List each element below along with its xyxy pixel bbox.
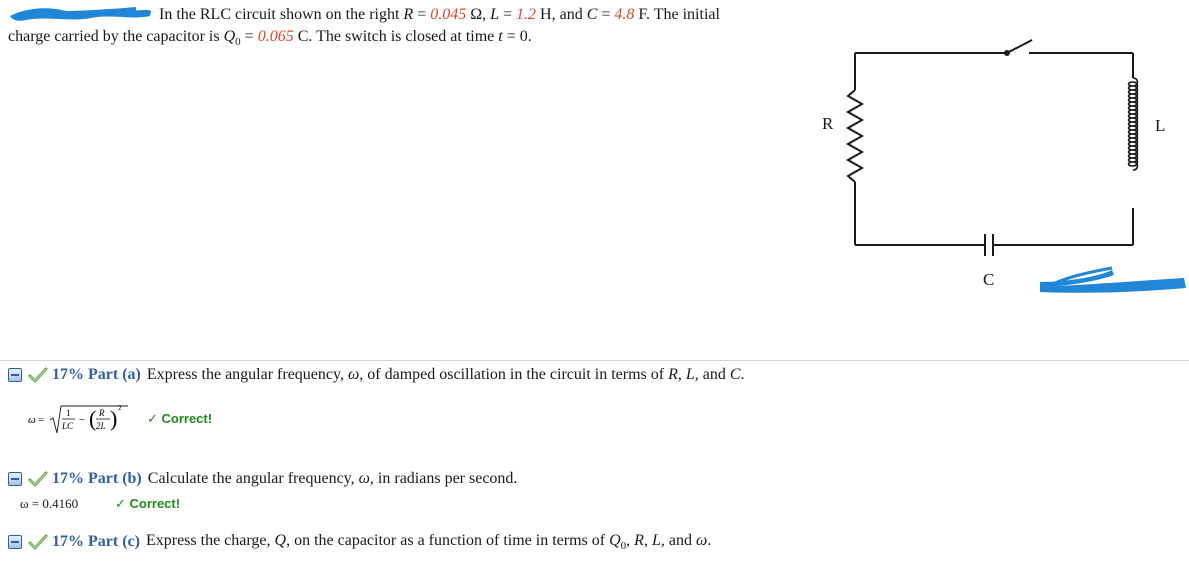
part-b-prompt: Calculate the angular frequency, ω, in radians per second. — [147, 470, 518, 487]
part-a-collapse-toggle[interactable] — [8, 368, 22, 382]
circuit-schematic — [800, 20, 1189, 310]
formula-omega: ω — [28, 414, 36, 426]
resistor-label: R — [822, 114, 834, 133]
part-c-prompt: Express the charge, Q, on the capacitor as a function of time in terms of $Q_0$, R, L, and ω. — [145, 532, 712, 553]
formula-2L: 2L — [96, 421, 106, 431]
part-a-correct-feedback: ✓ Correct! — [147, 411, 213, 426]
formula-one: 1 — [66, 408, 71, 418]
part-b-label: Part (b) — [88, 470, 142, 487]
part-a-percent: 17% — [52, 366, 84, 383]
inductor-label: L — [1155, 116, 1166, 135]
capacitance-value: 4.8 — [614, 6, 635, 23]
redaction-scribble-circuit — [1040, 268, 1186, 293]
checkmark-icon — [28, 367, 48, 383]
section-divider — [0, 360, 1189, 361]
formula-equals: = — [38, 414, 45, 426]
formula-LC: LC — [62, 421, 74, 431]
resistor-zigzag — [848, 90, 862, 182]
part-a-prompt: Express the angular frequency, ω, of damped oscillation in the circuit in terms of R, L, and C. — [146, 366, 745, 383]
capacitor-label: C — [983, 270, 995, 289]
part-b-correct-feedback: ✓ Correct! — [115, 496, 181, 511]
problem-line-2: charge carried by the capacitor is $Q_0 = 0.065$ C. The switch is closed at time t = 0. — [8, 28, 532, 49]
charge-value: 0.065 — [257, 28, 294, 45]
part-b-answer: ω = 0.4160 — [20, 496, 79, 511]
part-b-percent: 17% — [52, 470, 84, 487]
rlc-circuit-diagram — [800, 20, 1189, 310]
problem-line-1: In the RLC circuit shown on the right R = 0.045 Ω, L = 1.2 H, and C = 4.8 F. The initial — [159, 6, 720, 23]
part-a-label: Part (a) — [88, 366, 141, 383]
formula-R: R — [99, 408, 105, 418]
part-b-header — [8, 470, 517, 488]
part-b-collapse-toggle[interactable] — [8, 472, 22, 486]
checkmark-icon — [28, 471, 48, 487]
part-c-collapse-toggle[interactable] — [8, 535, 22, 549]
inductance-value: 1.2 — [516, 6, 537, 23]
part-c-label: Part (c) — [88, 533, 140, 551]
resistance-value: 0.045 — [430, 6, 467, 23]
formula-minus: − — [79, 414, 86, 426]
part-a-answer-formula — [28, 400, 158, 436]
checkmark-icon — [28, 534, 48, 550]
svg-text:(: ( — [89, 406, 97, 431]
part-c-header — [8, 532, 711, 552]
inductor-coil — [1129, 78, 1138, 170]
switch-blade — [1007, 40, 1032, 53]
part-a-header — [8, 366, 745, 384]
formula-exponent: 2 — [118, 404, 122, 412]
problem-statement — [8, 4, 798, 53]
svg-text:): ) — [110, 406, 118, 431]
part-c-percent: 17% — [52, 533, 84, 551]
